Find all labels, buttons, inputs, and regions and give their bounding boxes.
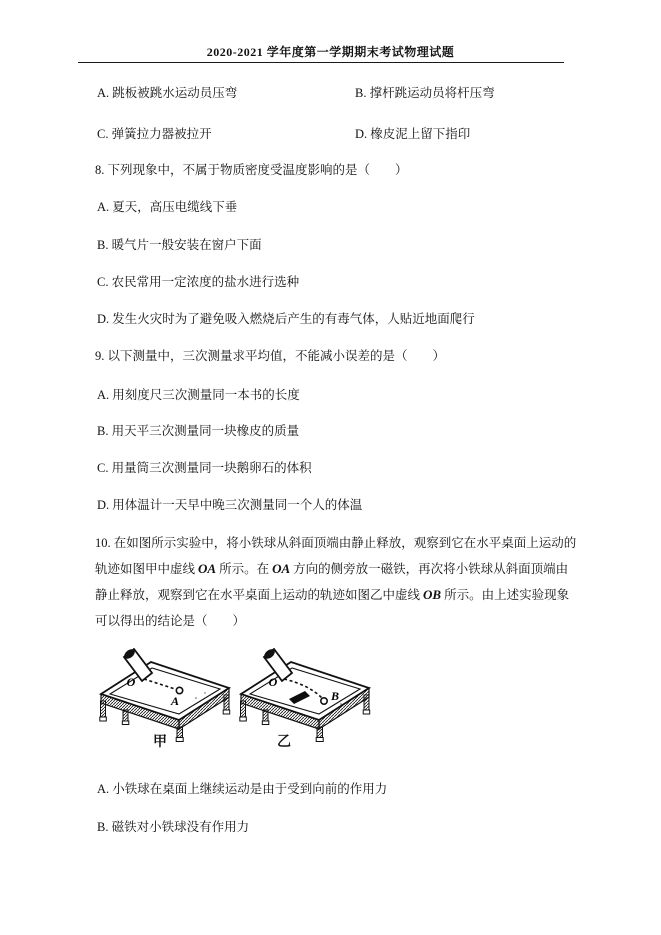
q8-option-b: B. 暖气片一般安装在窗户下面 (97, 238, 262, 252)
q10-option-b: B. 磁铁对小铁球没有作用力 (97, 820, 250, 834)
q8-option-d: D. 发生火灾时为了避免吸入燃烧后产生的有毒气体，人贴近地面爬行 (97, 312, 475, 326)
figure-label-jia: 甲 (153, 735, 167, 750)
q10-ob-label: OB (423, 587, 442, 602)
exam-title: 2020-2021 学年度第一学期期末考试物理试题 (206, 45, 455, 59)
point-o-label: O (126, 675, 136, 689)
q9-option-c: C. 用量筒三次测量同一块鹅卵石的体积 (97, 461, 312, 475)
q9-option-b: B. 用天平三次测量同一块橡皮的质量 (97, 424, 300, 438)
point-a-label: A (170, 694, 180, 708)
q10-stem-part: 方向的侧旁放一磁铁，再次将小铁球从斜面顶端由静止释放，观察到它在水平桌面上运动的轨迹如图乙中虚线 (95, 562, 569, 602)
q8-stem: 8. 下列现象中，不属于物质密度受温度影响的是（ ） (95, 163, 408, 177)
q7-option-d: D. 橡皮泥上留下指印 (355, 127, 471, 141)
steel-ball (176, 687, 182, 693)
figure-yi-table-illustration (235, 648, 375, 743)
q10-stem (95, 530, 579, 634)
q10-oa-label: OA (272, 561, 291, 576)
q7-option-b: B. 撑杆跳运动员将杆压弯 (355, 86, 495, 100)
point-b-label: B (330, 689, 340, 703)
q10-oa-label: OA (198, 561, 217, 576)
q9-stem: 9. 以下测量中，三次测量求平均值，不能减小误差的是（ ） (95, 349, 446, 363)
figure-jia-table-illustration (95, 648, 235, 743)
q8-option-c: C. 农民常用一定浓度的盐水进行选种 (97, 275, 300, 289)
header-divider (78, 62, 564, 63)
q8-option-a: A. 夏天，高压电缆线下垂 (97, 200, 238, 214)
figure-label-yi: 乙 (277, 735, 291, 750)
q10-stem-part: 所示。由上述实验现象可以得出的结论是（ ） (95, 588, 570, 628)
q7-option-a: A. 跳板被跳水运动员压弯 (97, 86, 238, 100)
q9-option-d: D. 用体温计一天早中晚三次测量同一个人的体温 (97, 498, 363, 512)
q9-option-a: A. 用刻度尺三次测量同一本书的长度 (97, 388, 300, 402)
q10-stem-part: 10. 在如图所示实验中，将小铁球从斜面顶端由静止释放，观察到它在水平桌面上运动的轨迹如图甲中虚线 (95, 536, 577, 576)
q10-option-a: A. 小铁球在桌面上继续运动是由于受到向前的作用力 (97, 782, 388, 796)
point-o-label: O (268, 675, 278, 689)
q10-stem-part: 所示。在 (219, 562, 270, 576)
q7-option-c: C. 弹簧拉力器被拉开 (97, 127, 212, 141)
steel-ball (321, 698, 327, 704)
